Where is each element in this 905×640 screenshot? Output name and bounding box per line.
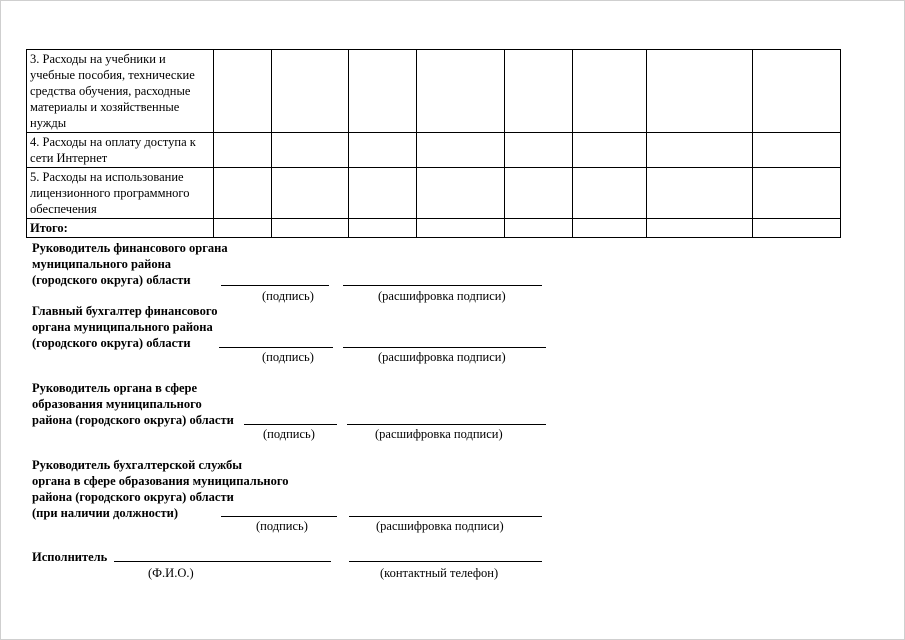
sig-title-line: Руководитель органа в сфере (32, 381, 198, 395)
sig-title-line: (городского округа) области (32, 336, 191, 350)
decode-line[interactable] (347, 424, 546, 425)
table-cell[interactable] (417, 168, 505, 219)
table-cell[interactable] (505, 168, 573, 219)
table-cell[interactable] (214, 50, 272, 133)
caption-sign: (подпись) (263, 427, 315, 441)
table-cell[interactable] (647, 219, 753, 238)
table-cell[interactable] (505, 50, 573, 133)
sig-title-line: муниципального района (32, 257, 172, 271)
caption-sign: (подпись) (262, 350, 314, 364)
caption-decode: (расшифровка подписи) (376, 519, 504, 533)
caption-phone: (контактный телефон) (380, 566, 499, 580)
table-cell[interactable] (753, 168, 841, 219)
table-row (27, 133, 841, 168)
row-label: 3. Расходы на учебники и учебные пособия, технические средства обучения, расходные материалы и хозяйственные нужды (27, 50, 214, 133)
decode-line[interactable] (343, 285, 542, 286)
table-cell[interactable] (753, 219, 841, 238)
table-cell[interactable] (647, 168, 753, 219)
sig-title-line: района (городского округа) области (32, 413, 234, 427)
decode-line[interactable] (343, 347, 546, 348)
caption-decode: (расшифровка подписи) (378, 289, 506, 303)
table-cell[interactable] (272, 133, 349, 168)
sig-title-line: органа в сфере образования муниципального (32, 474, 289, 488)
executor-label: Исполнитель (32, 550, 108, 564)
table-row (27, 50, 841, 133)
table-row (27, 168, 841, 219)
table-cell[interactable] (417, 219, 505, 238)
sig-title-line: образования муниципального (32, 397, 202, 411)
phone-line[interactable] (349, 561, 542, 562)
table-cell[interactable] (505, 219, 573, 238)
caption-decode: (расшифровка подписи) (378, 350, 506, 364)
table-cell[interactable] (272, 219, 349, 238)
table-cell[interactable] (214, 133, 272, 168)
table-cell[interactable] (573, 133, 647, 168)
total-row (27, 219, 841, 238)
table-cell[interactable] (272, 50, 349, 133)
table-cell[interactable] (349, 168, 417, 219)
sig-title-line: района (городского округа) области (32, 490, 234, 504)
sig-title-line: Главный бухгалтер финансового (32, 304, 218, 318)
sig-title-line: (городского округа) области (32, 273, 191, 287)
table-cell[interactable] (349, 219, 417, 238)
table-cell[interactable] (417, 133, 505, 168)
table-cell[interactable] (349, 50, 417, 133)
table-cell[interactable] (505, 133, 573, 168)
caption-name: (Ф.И.О.) (148, 566, 194, 580)
table-cell[interactable] (647, 133, 753, 168)
table-cell[interactable] (573, 219, 647, 238)
sig-title-line: Руководитель бухгалтерской службы (32, 458, 243, 472)
row-label: 5. Расходы на использование лицензионного программного обеспечения (27, 168, 214, 219)
sig-title-line: органа муниципального района (32, 320, 213, 334)
signature-line[interactable] (219, 347, 333, 348)
sig-title-line: (при наличии должности) (32, 506, 178, 520)
table-cell[interactable] (214, 168, 272, 219)
table-cell[interactable] (214, 219, 272, 238)
table-cell[interactable] (753, 133, 841, 168)
table-cell[interactable] (272, 168, 349, 219)
row-label: 4. Расходы на оплату доступа к сети Интернет (27, 133, 214, 168)
table-cell[interactable] (417, 50, 505, 133)
table-cell[interactable] (573, 168, 647, 219)
caption-sign: (подпись) (256, 519, 308, 533)
table-cell[interactable] (647, 50, 753, 133)
expense-table (26, 49, 841, 238)
table-cell[interactable] (573, 50, 647, 133)
name-line[interactable] (114, 561, 331, 562)
caption-decode: (расшифровка подписи) (375, 427, 503, 441)
sig-title-line: Руководитель финансового органа (32, 241, 228, 255)
table-cell[interactable] (349, 133, 417, 168)
caption-sign: (подпись) (262, 289, 314, 303)
table-cell[interactable] (753, 50, 841, 133)
decode-line[interactable] (349, 516, 542, 517)
total-label: Итого: (27, 219, 214, 238)
signature-line[interactable] (221, 285, 329, 286)
signature-line[interactable] (221, 516, 337, 517)
signature-line[interactable] (244, 424, 337, 425)
